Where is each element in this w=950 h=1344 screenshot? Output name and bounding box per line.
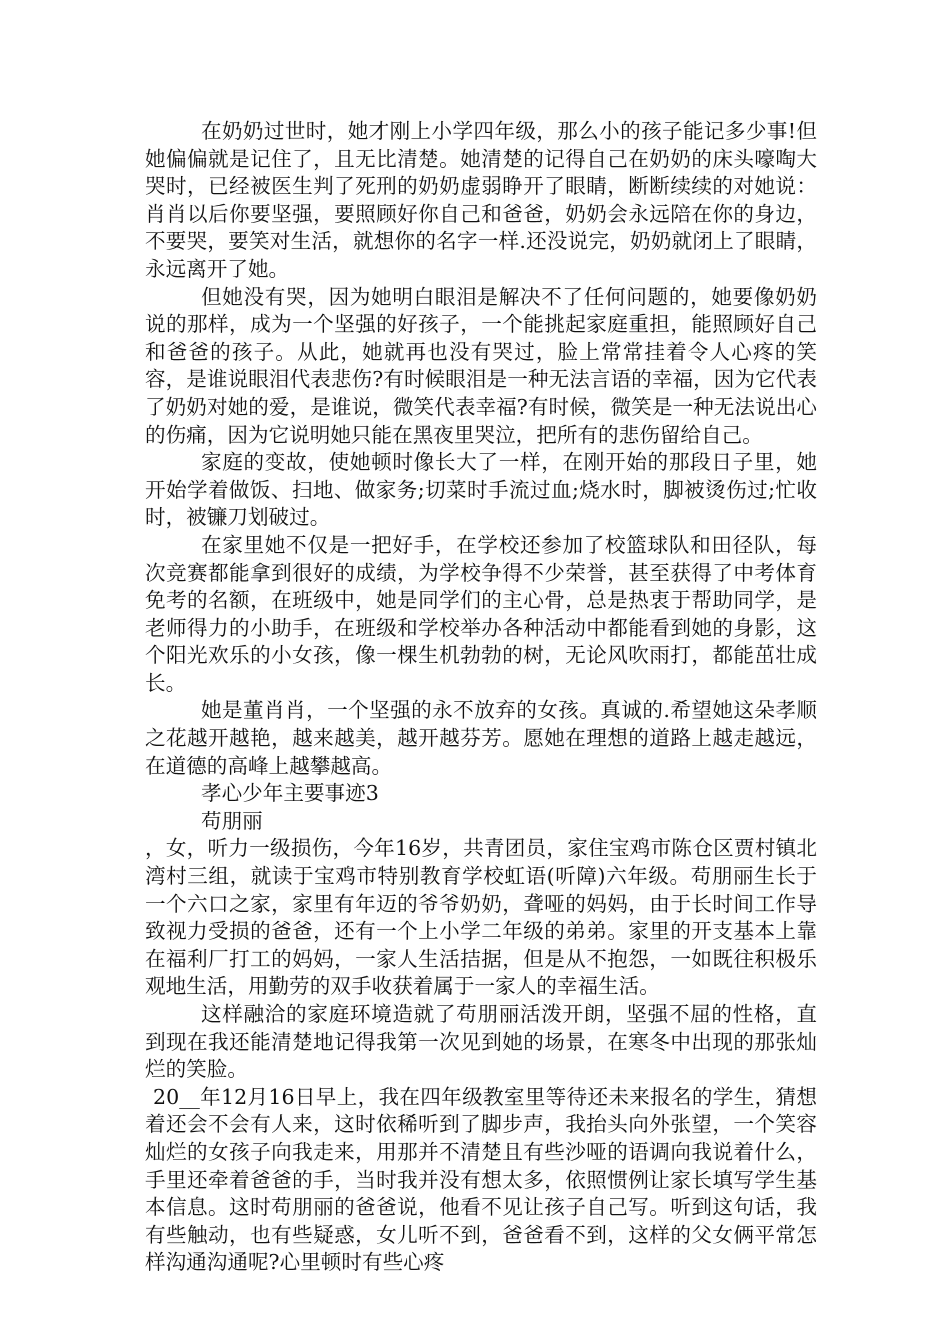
paragraph-school-achievements: 在家里她不仅是一把好手，在学校还参加了校篮球队和田径队，每次竞赛都能拿到很好的成绩，为学校争得不少荣誉，甚至获得了中考体育免考的名额，在班级中，她是同学们的主心骨，总是热衷于帮助同学，是老师得力的小助手，在班级和学校举办各种活动中都能看到她的身影，这个阳光欢乐的小女孩，像一棵生机勃勃的树，无论风吹雨打，都能茁壮成长。 — [145, 532, 817, 695]
paragraph-dong-xiaoxiao: 她是董肖肖，一个坚强的永不放弃的女孩。真诚的.希望她这朵孝顺之花越开越艳，越来越美，越开越芬芳。愿她在理想的道路上越走越远，在道德的高峰上越攀越高。 — [145, 698, 817, 778]
paragraph-first-meeting: 20__年12月16日早上，我在四年级教室里等待还未来报名的学生，猜想着还会不会有人来，这时依稀听到了脚步声，我抬头向外张望，一个笑容灿烂的女孩子向我走来，用那并不清楚且有些沙哑的语调向我说着什么，手里还牵着爸爸的手，当时我并没有想太多，依照惯例让家长填写学生基本信息。这时苟朋丽的爸爸说，他看不见让孩子自己写。听到这句话，我有些触动，也有些疑惑，女儿听不到，爸爸看不到，这样的父女俩平常怎样沟通沟通呢?心里顿时有些心疼 — [145, 1084, 817, 1275]
paragraph-family-change: 家庭的变故，使她顿时像长大了一样，在刚开始的那段日子里，她开始学着做饭、扫地、做家务;切菜时手流过血;烧水时，脚被烫伤过;忙收时，被镰刀划破过。 — [145, 450, 817, 530]
paragraph-gou-intro: ，女，听力一级损伤，今年16岁，共青团员，家住宝鸡市陈仓区贾村镇北湾村三组，就读于宝鸡市特别教育学校虹语(听障)六年级。苟朋丽生长于一个六口之家，家里有年迈的爷爷奶奶，聋哑的妈妈，由于长时间工作导致视力受损的爸爸，还有一个上小学二年级的弟弟。家里的开支基本上靠在福利厂打工的妈妈，一家人生活拮据，但是从不抱怨，一如既往积极乐观地生活，用勤劳的双手收获着属于一家人的幸福生活。 — [145, 836, 817, 999]
paragraph-family-environment: 这样融洽的家庭环境造就了苟朋丽活泼开朗，坚强不屈的性格，直到现在我还能清楚地记得我第一次见到她的场景，在寒冬中出现的那张灿烂的笑脸。 — [145, 1002, 817, 1082]
document-page — [145, 118, 817, 1277]
paragraph-did-not-cry: 但她没有哭，因为她明白眼泪是解决不了任何问题的，她要像奶奶说的那样，成为一个坚强的好孩子，一个能挑起家庭重担，能照顾好自己和爸爸的孩子。从此，她就再也没有哭过，脸上常常挂着令人心疼的笑容，是谁说眼泪代表悲伤?有时候眼泪是一种无法言语的幸福，因为它代表了奶奶对她的爱，是谁说，微笑代表幸福?有时候，微笑是一种无法说出心的伤痛，因为它说明她只能在黑夜里哭泣，把所有的悲伤留给自己。 — [145, 284, 817, 447]
section-title: 孝心少年主要事迹3 — [201, 781, 379, 806]
person-name: 苟朋丽 — [201, 808, 263, 833]
paragraph-grandma-passing: 在奶奶过世时，她才刚上小学四年级，那么小的孩子能记多少事!但她偏偏就是记住了，且无比清楚。她清楚的记得自己在奶奶的床头嚎啕大哭时，已经被医生判了死刑的奶奶虚弱睁开了眼睛，断断续续的对她说：肖肖以后你要坚强，要照顾好你自己和爸爸，奶奶会永远陪在你的身边，不要哭，要笑对生活，就想你的名字一样.还没说完，奶奶就闭上了眼睛，永远离开了她。 — [145, 119, 817, 281]
